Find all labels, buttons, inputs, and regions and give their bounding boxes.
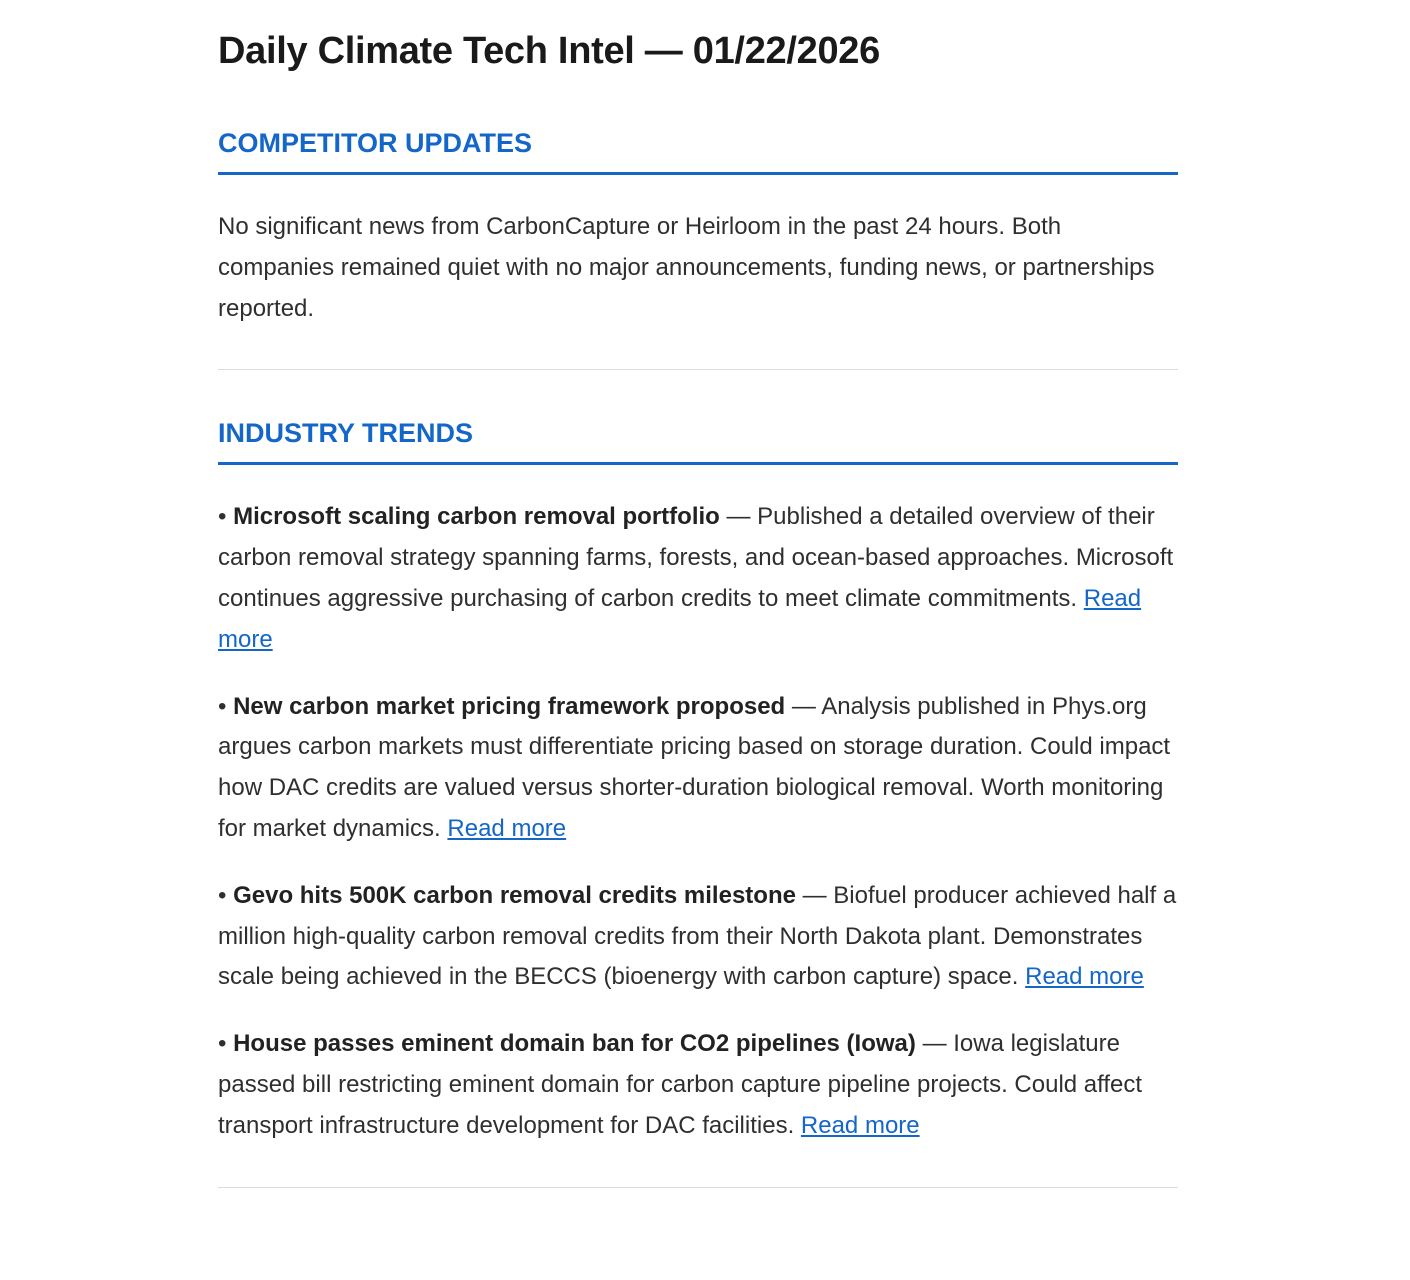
competitor-updates-section bbox=[218, 126, 1178, 370]
trend-headline: House passes eminent domain ban for CO2 pipelines (Iowa) bbox=[233, 1030, 916, 1058]
trend-item bbox=[218, 876, 1178, 998]
page-title: Daily Climate Tech Intel — 01/22/2026 bbox=[218, 30, 880, 72]
trends-list bbox=[218, 465, 1178, 1146]
read-more-link[interactable]: Read more bbox=[218, 584, 1142, 653]
industry-trends-heading: INDUSTRY TRENDS bbox=[218, 416, 1178, 465]
separator: — bbox=[922, 1030, 947, 1058]
bullet: • bbox=[218, 692, 227, 720]
trend-text: Published a detailed overview of their carbon removal strategy spanning farms, forests, and ocean-based approaches. Microsoft continues aggressive purchasing of carbon credits to meet climate commitments. bbox=[218, 503, 1174, 612]
separator: — bbox=[802, 881, 827, 909]
trend-text: Iowa legislature passed bill restricting eminent domain for carbon capture pipeline projects. Could affect transport infrastructure development for DAC facilities. bbox=[218, 1030, 1143, 1139]
trend-item bbox=[218, 497, 1178, 660]
trend-item bbox=[218, 1024, 1178, 1146]
trend-headline: New carbon market pricing framework proposed bbox=[233, 692, 786, 720]
read-more-link[interactable]: Read more bbox=[1025, 963, 1144, 991]
competitor-updates-heading: COMPETITOR UPDATES bbox=[218, 126, 1178, 175]
section-divider bbox=[218, 1187, 1178, 1188]
separator: — bbox=[726, 503, 751, 531]
separator: — bbox=[791, 692, 816, 720]
email-body bbox=[218, 0, 1178, 1188]
industry-trends-section bbox=[218, 416, 1178, 1187]
read-more-link[interactable]: Read more bbox=[447, 814, 567, 842]
bullet: • bbox=[218, 1030, 227, 1058]
trend-text: Analysis published in Phys.org argues carbon markets must differentiate pricing based on storage duration. Could impact how DAC credits are valued versus shorter-duration biological removal. Worth monitoring for market dynamics. bbox=[218, 692, 1171, 842]
section-divider bbox=[218, 369, 1178, 370]
trend-headline: Gevo hits 500K carbon removal credits milestone bbox=[233, 881, 796, 909]
bullet: • bbox=[218, 503, 227, 531]
competitor-updates-text: No significant news from CarbonCapture or Heirloom in the past 24 hours. Both companies remained quiet with no major announcements, funding news, or partnerships reported. bbox=[218, 213, 1155, 322]
trend-headline: Microsoft scaling carbon removal portfolio bbox=[233, 503, 720, 531]
read-more-link[interactable]: Read more bbox=[800, 1111, 920, 1139]
bullet: • bbox=[218, 881, 227, 909]
trend-item bbox=[218, 687, 1178, 850]
trend-text: Biofuel producer achieved half a million high-quality carbon removal credits from their North Dakota plant. Demonstrates scale being achieved in the BECCS (bioenergy with carbon capture) space. bbox=[218, 881, 1177, 991]
